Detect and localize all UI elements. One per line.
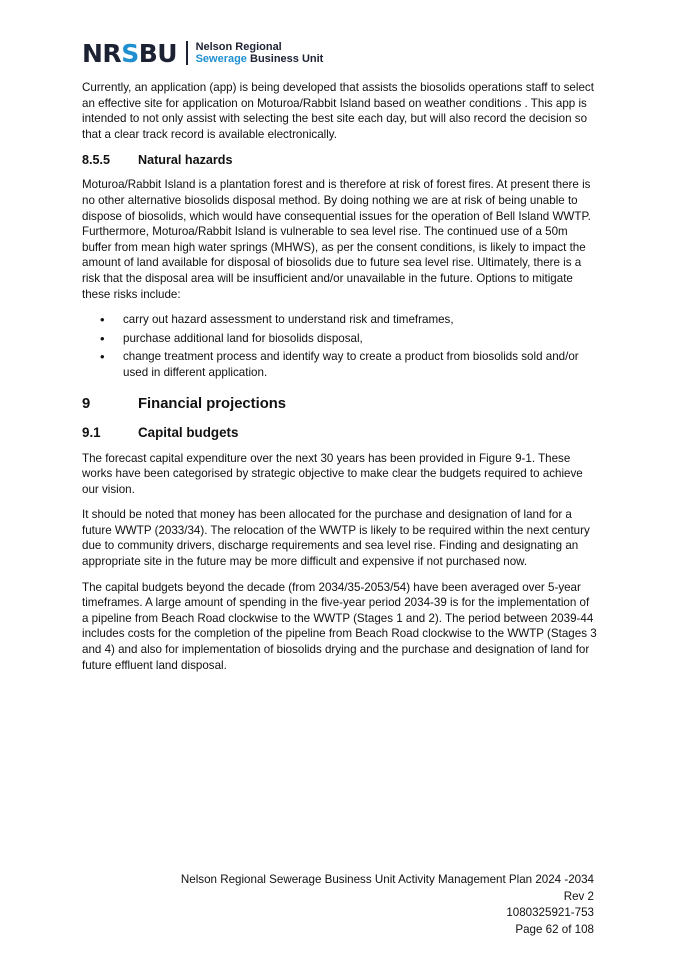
org-name	[196, 41, 324, 66]
org-name-highlight: Sewerage	[195, 53, 247, 65]
footer-doc-title: Nelson Regional Sewerage Business Unit Activity Management Plan 2024 -2034	[180, 873, 594, 886]
logo-s: S	[121, 38, 139, 68]
list-item: • purchase additional land for biosolids disposal,	[82, 331, 598, 347]
section-heading-8-5-5	[82, 152, 598, 168]
footer-doc-id: 1080325921-753	[506, 906, 594, 919]
list-item: • carry out hazard assessment to understand risk and timeframes,	[82, 312, 598, 328]
logo-bu: BU	[138, 38, 178, 68]
org-name-line1: Nelson Regional	[195, 40, 282, 53]
logo-nr: NR	[82, 38, 122, 68]
section-number: 9	[82, 395, 91, 412]
page-footer	[181, 872, 594, 938]
section-heading-9-1	[82, 424, 598, 441]
nrsbu-logo	[82, 38, 178, 68]
section-number: 9.1	[82, 424, 101, 440]
natural-hazards-paragraph: Moturoa/Rabbit Island is a plantation forest and is therefore at risk of forest fires. At present there is no other alternative biosolids disposal method. By doing nothing we are at risk of being unable to dispose of biosolids, which would have consequential issues for the operation of Bell Island WWTP. Furthermore, Moturoa/Rabbit Island is vulnerable to sea level rise. The continued use of a 50m buffer from mean high water springs (MHWS), as per the consent conditions, is likely to impact the amount of land available for disposal of biosolids due to future sea level rise. Ultimately, there is a risk that the disposal area will be insufficient and/or unavailable in the future. Options to mitigate these risks include:	[82, 178, 591, 301]
page-body	[82, 80, 598, 683]
list-item: • change treatment process and identify way to create a product from biosolids sold and/or used in different application.	[82, 349, 598, 380]
capital-budgets-paragraph: The forecast capital expenditure over the next 30 years has been provided in Figure 9-1. These works have been categorised by strategic objective to make clear the budgets required to achieve our vision.	[82, 451, 583, 496]
footer-revision: Rev 2	[563, 889, 594, 903]
header-logo	[82, 38, 323, 68]
footer-page-number: Page 62 of 108	[515, 922, 594, 936]
logo-divider	[186, 41, 188, 65]
capital-budgets-paragraph: The capital budgets beyond the decade (from 2034/35-2053/54) have been averaged over 5-year timeframes. A large amount of spending in the five-year period 2034-39 is for the implementation of a pipeline from Beach Road clockwise to the WWTP (Stages 1 and 2). The period between 2039-44 includes costs for the completion of the pipeline from Beach Road clockwise to the WWTP (Stages 3 and 4) and also for implementation of biosolids drying and the purchase and designation of land for future effluent land disposal.	[82, 580, 597, 672]
section-title: Natural hazards	[138, 153, 233, 168]
org-name-rest: Business Unit	[246, 53, 324, 65]
intro-paragraph: Currently, an application (app) is being developed that assists the biosolids operations staff to select an effective site for application on Moturoa/Rabbit Island based on weather conditions . This app is intended to not only assist with selecting the best site each day, but will also record the decision so that a clear track record is available electronically.	[82, 81, 594, 141]
section-number: 8.5.5	[82, 153, 111, 168]
org-name-line2	[196, 53, 324, 66]
section-heading-9	[82, 395, 598, 413]
section-title: Financial projections	[138, 395, 286, 412]
mitigation-options-list	[82, 312, 598, 380]
section-title: Capital budgets	[138, 424, 239, 440]
capital-budgets-paragraph: It should be noted that money has been allocated for the purchase and designation of land for a future WWTP (2033/34). The relocation of the WWTP is likely to be required within the next century due to community drivers, discharge requirements and sea level rise. Finding and designating an appropriate site in the future may be more difficult and expensive if not purchased now.	[82, 508, 590, 569]
